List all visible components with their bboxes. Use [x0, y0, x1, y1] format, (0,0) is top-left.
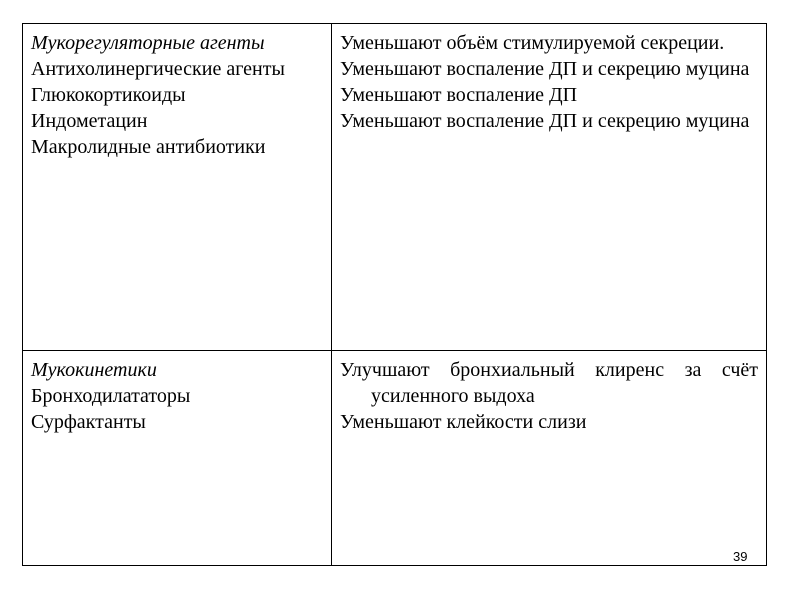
agent-item: Глюкокортикоиды — [31, 84, 186, 106]
effect-item: Уменьшают объём стимулируемой секреции. — [340, 32, 725, 54]
table-cell-effects — [332, 350, 767, 565]
agent-item: Сурфактанты — [31, 410, 146, 433]
table-cell-effects — [332, 24, 767, 351]
agents-table — [22, 23, 767, 566]
table-row — [23, 350, 767, 565]
agent-item: Бронходилататоры — [31, 384, 191, 407]
table-row — [23, 24, 767, 351]
agent-item: Индометацин — [31, 110, 148, 132]
table-cell-agents — [23, 350, 332, 565]
category-heading: Мукорегуляторные агенты — [31, 32, 265, 54]
effect-item: Уменьшают клейкости слизи — [340, 410, 587, 433]
effect-item: Улучшают бронхиальный клиренс за счёт усиленного выдоха — [340, 358, 758, 407]
effect-item: Уменьшают воспаление ДП и секрецию муцина — [340, 110, 750, 132]
effect-item: Уменьшают воспаление ДП и секрецию муцина — [340, 58, 750, 80]
agent-item: Макролидные антибиотики — [31, 136, 266, 158]
page-number: 39 — [733, 549, 748, 564]
table-cell-agents — [23, 24, 332, 351]
agent-item: Антихолинергические агенты — [31, 58, 285, 80]
category-heading: Мукокинетики — [31, 358, 157, 381]
effect-item: Уменьшают воспаление ДП — [340, 84, 578, 106]
